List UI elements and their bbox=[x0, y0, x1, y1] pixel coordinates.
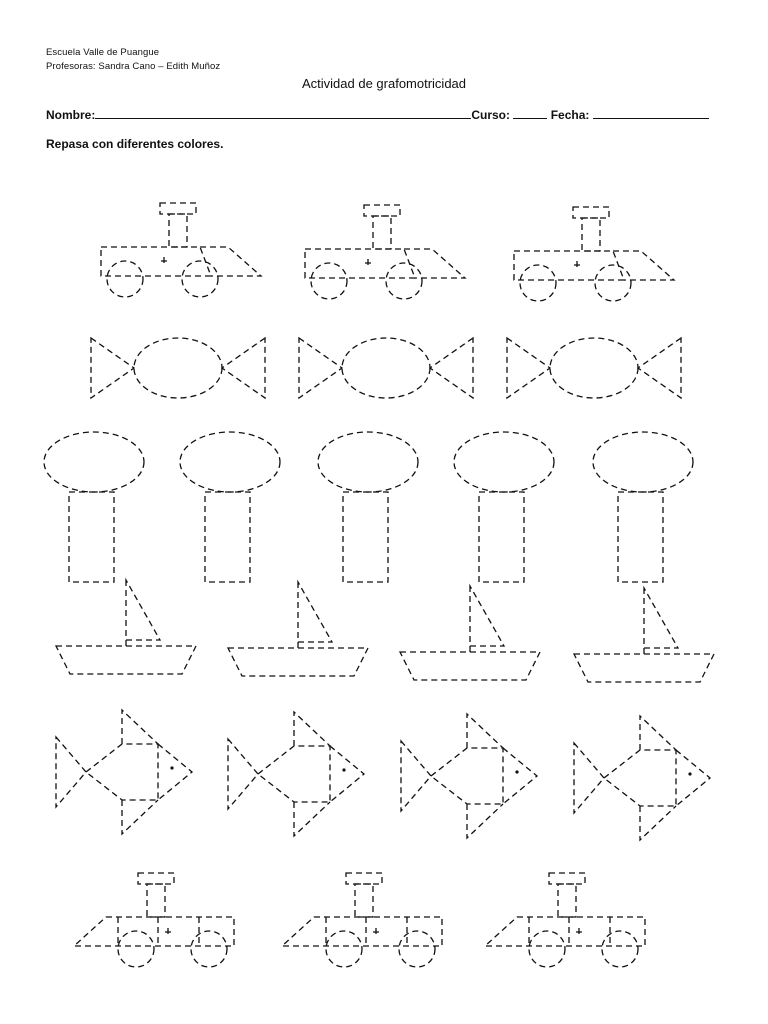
truck-icon bbox=[514, 207, 674, 301]
truck-icon bbox=[485, 873, 645, 967]
page-title: Actividad de grafomotricidad bbox=[301, 76, 467, 91]
fish-icon bbox=[56, 710, 192, 834]
tree-icon bbox=[454, 432, 554, 582]
sailboat-icon bbox=[56, 580, 196, 674]
fish-icon bbox=[401, 714, 537, 838]
sailboat-icon bbox=[400, 586, 540, 680]
course-label: Curso: bbox=[471, 108, 511, 122]
name-label: Nombre: bbox=[46, 108, 96, 122]
truck-icon bbox=[305, 205, 465, 299]
fish-icon bbox=[574, 716, 710, 840]
candy-icon bbox=[299, 338, 473, 398]
sailboat-icon bbox=[228, 582, 368, 676]
candy-icon bbox=[507, 338, 681, 398]
candy-icon bbox=[91, 338, 265, 398]
fish-icon bbox=[228, 712, 364, 836]
sailboat-icon bbox=[574, 588, 714, 682]
tree-icon bbox=[44, 432, 144, 582]
date-label: Fecha: bbox=[550, 108, 590, 122]
school-name: Escuela Valle de Puangue bbox=[46, 47, 160, 58]
truck-icon bbox=[74, 873, 234, 967]
tree-icon bbox=[318, 432, 418, 582]
teachers-line: Profesoras: Sandra Cano – Edith Muñoz bbox=[46, 61, 221, 72]
truck-icon bbox=[282, 873, 442, 967]
truck-icon bbox=[101, 203, 261, 297]
tree-icon bbox=[593, 432, 693, 582]
instruction: Repasa con diferentes colores. bbox=[46, 137, 224, 151]
tree-icon bbox=[180, 432, 280, 582]
